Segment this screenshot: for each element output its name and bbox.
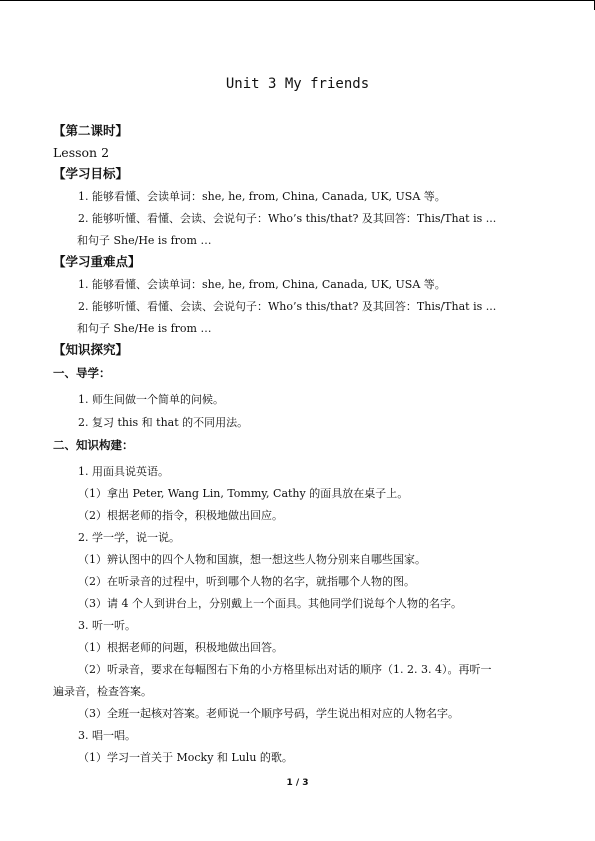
document-title: Unit 3 My friends (225, 76, 370, 92)
top-border (0, 0, 595, 1)
construction-item: （1）根据老师的问题，积极地做出回答。 (78, 641, 283, 654)
key-point-item: 和句子 She/He is from … (77, 322, 212, 335)
construction-item: 1. 用面具说英语。 (78, 465, 169, 478)
construction-item: （2）在听录音的过程中，听到哪个人物的名字，就指哪个人物的图。 (78, 575, 415, 588)
construction-item: 3. 听一听。 (78, 619, 136, 632)
guide-heading: 一、导学： (53, 366, 111, 380)
construction-item: 遍录音，检查答案。 (53, 685, 152, 698)
objective-item: 和句子 She/He is from … (77, 234, 212, 247)
guide-item: 2. 复习 this 和 that 的不同用法。 (78, 416, 249, 429)
construction-item: 3. 唱一唱。 (78, 729, 136, 742)
construction-item: （3）请 4 个人到讲台上，分别戴上一个面具。其他同学们说每个人物的名字。 (78, 597, 462, 610)
construction-item: （1）辨认图中的四个人物和国旗，想一想这些人物分别来自哪些国家。 (78, 553, 426, 566)
construction-item: （2）听录音，要求在每幅图右下角的小方格里标出对话的顺序（1. 2. 3. 4）。再听一 (78, 663, 492, 676)
construction-item: 2. 学一学，说一说。 (78, 531, 180, 544)
key-point-item: 2. 能够听懂、看懂、会读、会说句子：Who’s this/that? 及其回答：This/That is ... (78, 300, 497, 313)
key-points-heading: 【学习重难点】 (53, 254, 141, 269)
construction-heading: 二、知识构建： (53, 438, 134, 452)
period-heading: 【第二课时】 (53, 123, 129, 138)
objectives-heading: 【学习目标】 (53, 166, 129, 181)
construction-item: （3）全班一起核对答案。老师说一个顺序号码，学生说出相对应的人物名字。 (78, 707, 459, 720)
objective-item: 2. 能够听懂、看懂、会读、会说句子：Who’s this/that? 及其回答：This/That is ... (78, 212, 497, 225)
exploration-heading: 【知识探究】 (53, 342, 129, 357)
lesson-label: Lesson 2 (53, 145, 110, 160)
construction-item: （2）根据老师的指令，积极地做出回应。 (78, 509, 283, 522)
construction-item: （1）拿出 Peter, Wang Lin, Tommy, Cathy 的面具放在桌子上。 (78, 487, 409, 500)
page-indicator: 1 / 3 (286, 778, 309, 788)
key-point-item: 1. 能够看懂、会读单词：she, he, from, China, Canada, UK, USA 等。 (78, 278, 446, 291)
guide-item: 1. 师生间做一个简单的问候。 (78, 393, 224, 406)
construction-item: （1）学习一首关于 Mocky 和 Lulu 的歌。 (78, 751, 293, 764)
objective-item: 1. 能够看懂、会读单词：she, he, from, China, Canada, UK, USA 等。 (78, 190, 446, 203)
